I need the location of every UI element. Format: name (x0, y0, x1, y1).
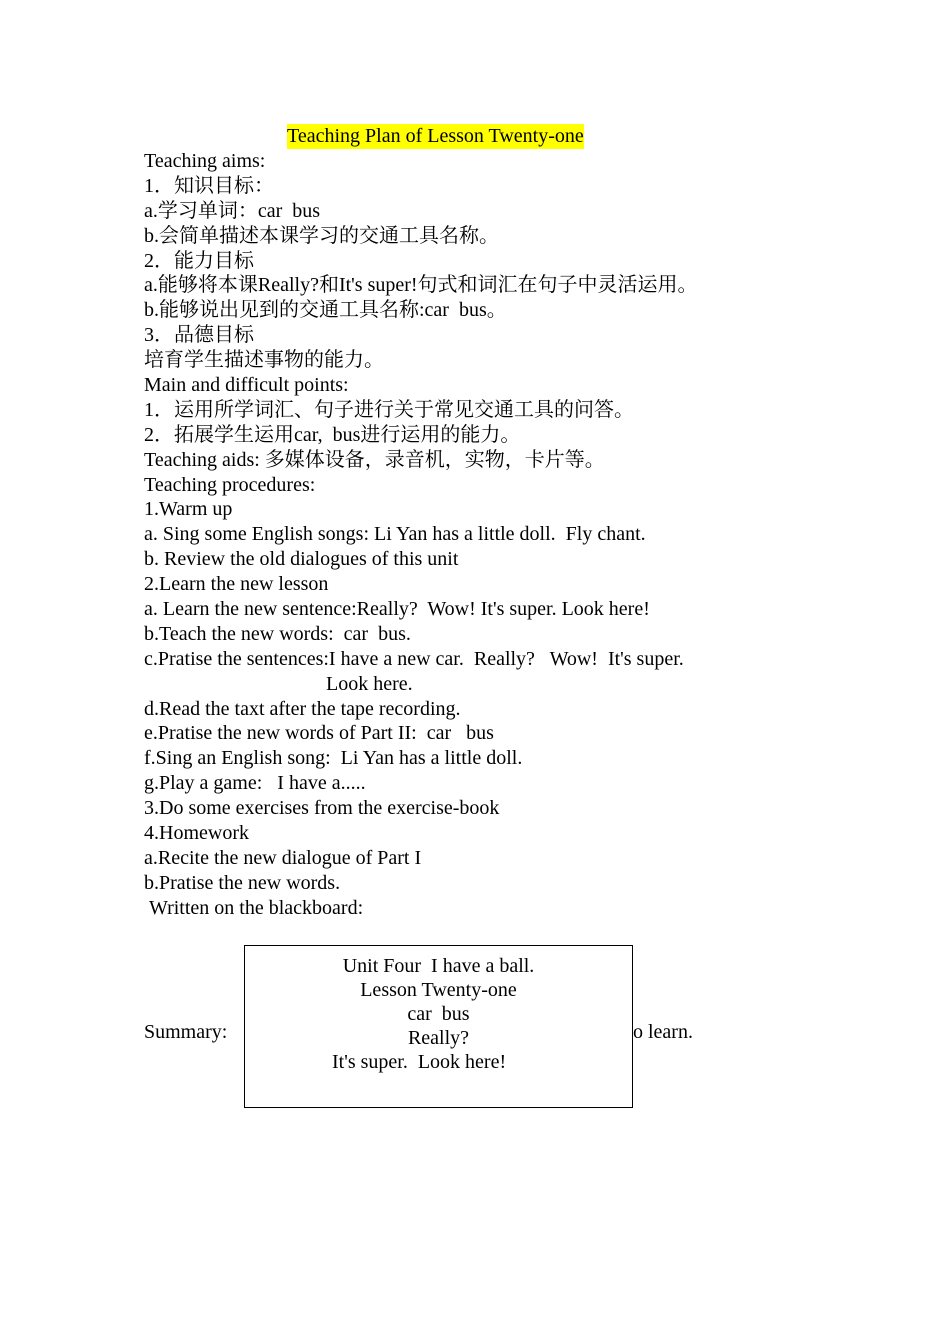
step-new-lesson: 2.Learn the new lesson (144, 573, 329, 596)
blackboard-really: Really? (407, 1027, 470, 1049)
lesson-plan-body (144, 149, 698, 921)
page-title: Teaching Plan of Lesson Twenty-one (287, 125, 584, 147)
aim-moral: 3．品德目标 (144, 324, 254, 347)
blackboard-box (244, 945, 633, 1108)
heading-blackboard: Written on the blackboard: (149, 896, 364, 919)
step-new-lesson-a: a. Learn the new sentence:Really? Wow! It's super. Look here! (144, 598, 650, 621)
blackboard-unit: Unit Four I have a ball. (342, 955, 535, 977)
blackboard-words: car bus (407, 1003, 470, 1025)
aim-ability: 2．能力目标 (144, 249, 254, 272)
step-warm-up: 1.Warm up (144, 498, 233, 521)
teaching-aids: Teaching aids: 多媒体设备，录音机，实物，卡片等。 (144, 448, 605, 471)
summary-tail-text: o learn. (633, 1021, 693, 1043)
step-homework-b: b.Pratise the new words. (144, 871, 341, 894)
aim-knowledge-b: b.会简单描述本课学习的交通工具名称。 (144, 224, 499, 247)
heading-main-points: Main and difficult points: (144, 374, 349, 397)
step-new-lesson-e: e.Pratise the new words of Part II: car bus (144, 722, 494, 745)
step-homework-a: a.Recite the new dialogue of Part I (144, 846, 422, 869)
aim-knowledge: 1．知识目标： (144, 174, 274, 197)
step-new-lesson-b: b.Teach the new words: car bus. (144, 622, 411, 645)
step-warm-up-b: b. Review the old dialogues of this unit (144, 548, 459, 571)
summary-label: Summary: (144, 1021, 228, 1043)
step-new-lesson-f: f.Sing an English song: Li Yan has a little doll. (144, 747, 523, 770)
heading-teaching-aims: Teaching aims: (144, 150, 266, 172)
main-point-2: 2．拓展学生运用car, bus进行运用的能力。 (144, 423, 521, 446)
step-warm-up-a: a. Sing some English songs: Li Yan has a little doll. Fly chant. (144, 523, 646, 546)
blackboard-super: It's super. Look here! (332, 1051, 507, 1073)
aim-knowledge-a: a.学习单词：car bus (144, 199, 321, 222)
main-point-1: 1．运用所学词汇、句子进行关于常见交通工具的问答。 (144, 398, 634, 421)
step-new-lesson-c: c.Pratise the sentences:I have a new car. Really? Wow! It's super. (144, 647, 684, 670)
step-exercises: 3.Do some exercises from the exercise-book (144, 797, 500, 820)
heading-procedures: Teaching procedures: (144, 473, 316, 496)
aim-moral-text: 培育学生描述事物的能力。 (144, 349, 384, 372)
step-new-lesson-g: g.Play a game: I have a..... (144, 772, 366, 795)
step-homework: 4.Homework (144, 822, 249, 845)
aim-ability-a: a.能够将本课Really?和It's super!句式和词汇在句子中灵活运用。 (144, 274, 698, 297)
aim-ability-b: b.能够说出见到的交通工具名称:car bus。 (144, 299, 507, 322)
step-new-lesson-d: d.Read the taxt after the tape recording. (144, 697, 461, 720)
blackboard-lesson: Lesson Twenty-one (360, 979, 517, 1001)
step-new-lesson-c-cont: Look here. (326, 672, 413, 695)
